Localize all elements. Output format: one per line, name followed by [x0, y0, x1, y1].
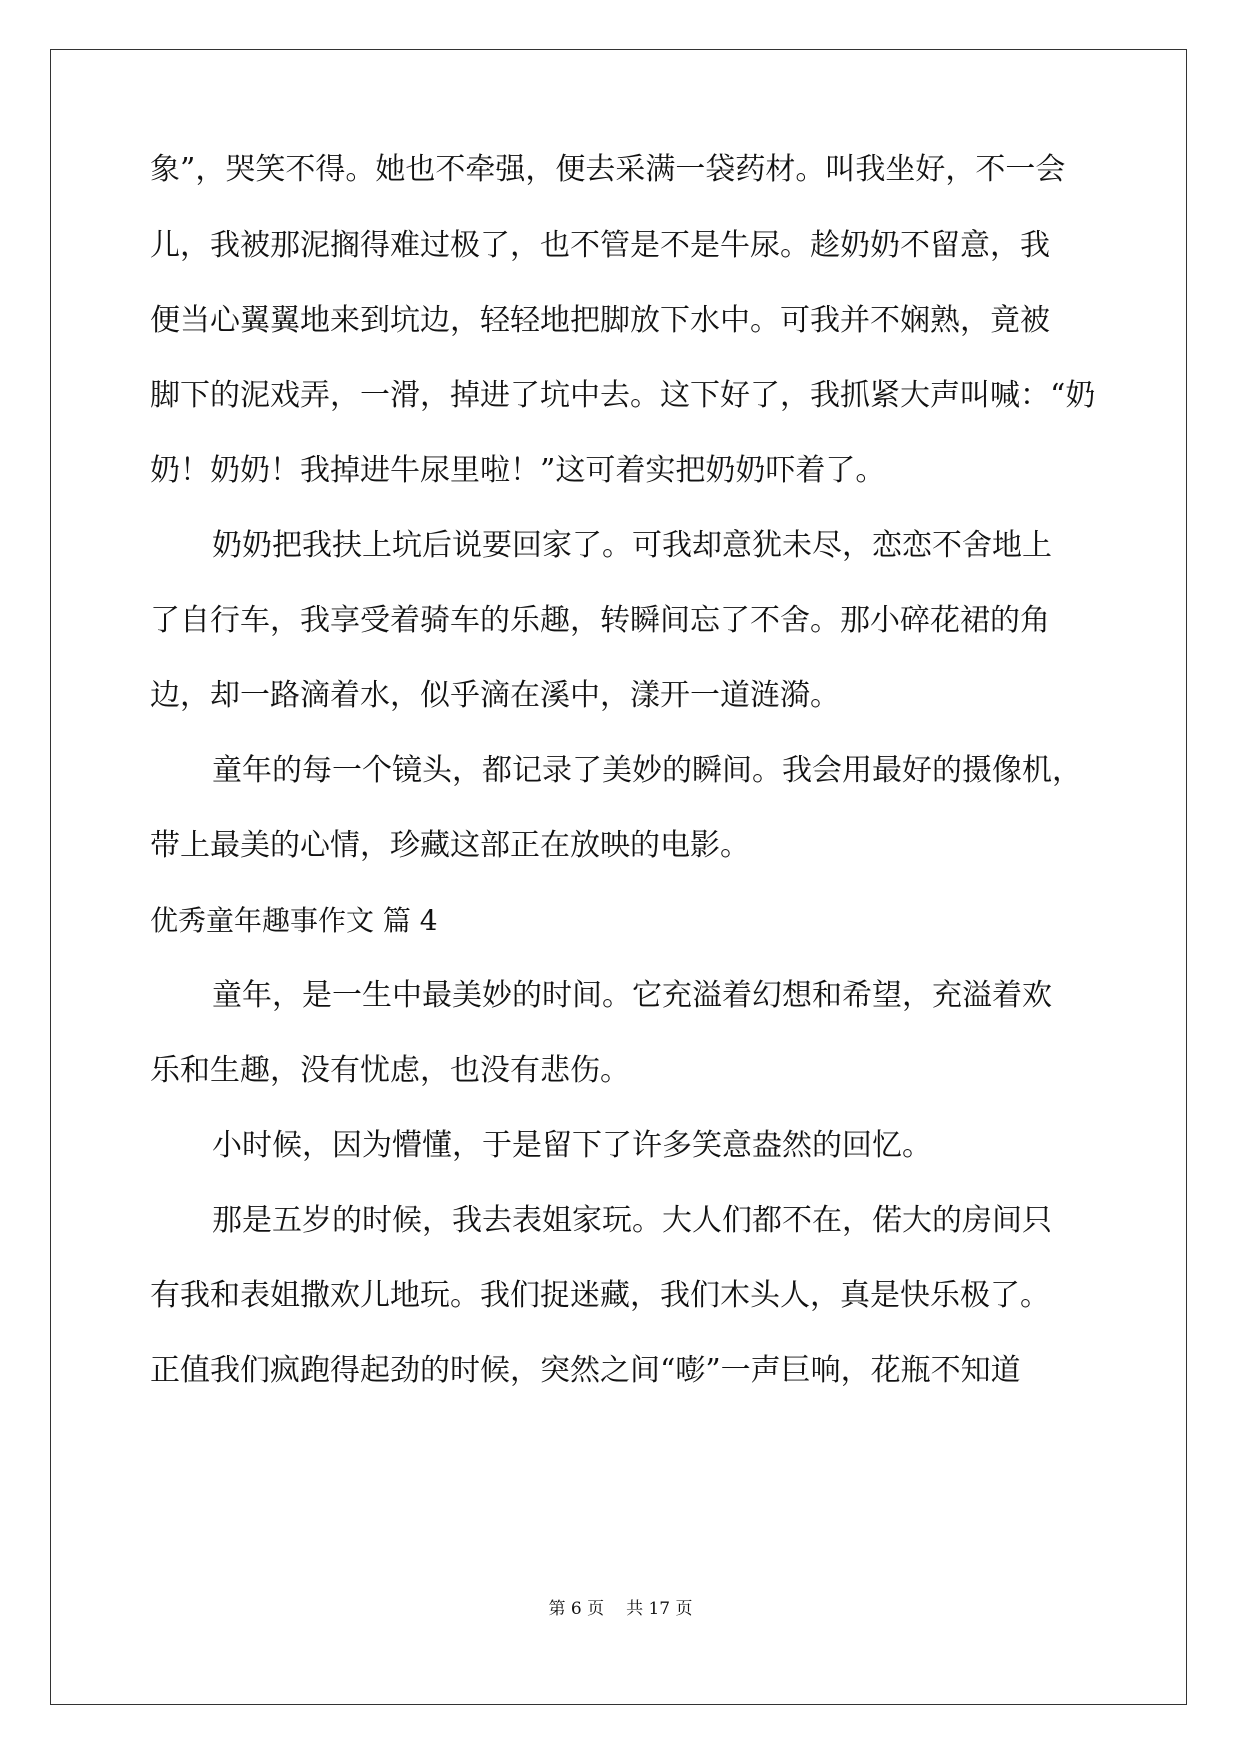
text-line-2: 儿，我被那泥搁得难过极了，也不管是不是牛尿。趁奶奶不留意，我: [150, 228, 1050, 263]
text-line-12: 童年，是一生中最美妙的时间。它充溢着幻想和希望，充溢着欢: [212, 978, 1052, 1013]
text-line-7: 了自行车，我享受着骑车的乐趣，转瞬间忘了不舍。那小碎花裙的角: [150, 603, 1050, 638]
text-line-10: 带上最美的心情，珍藏这部正在放映的电影。: [150, 828, 750, 863]
text-line-14: 小时候，因为懵懂，于是留下了许多笑意盎然的回忆。: [212, 1128, 932, 1163]
text-line-8: 边，却一路滴着水，似乎滴在溪中，漾开一道涟漪。: [150, 678, 840, 713]
text-line-16: 有我和表姐撒欢儿地玩。我们捉迷藏，我们木头人，真是快乐极了。: [150, 1278, 1050, 1313]
text-line-1: 象”，哭笑不得。她也不牵强，便去采满一袋药材。叫我坐好，不一会: [150, 152, 1066, 187]
text-line-5: 奶！奶奶！我掉进牛尿里啦！”这可着实把奶奶吓着了。: [150, 453, 886, 488]
text-line-15: 那是五岁的时候，我去表姐家玩。大人们都不在，偌大的房间只: [212, 1203, 1052, 1238]
text-line-9: 童年的每一个镜头，都记录了美妙的瞬间。我会用最好的摄像机，: [212, 753, 1082, 788]
page-footer: [0, 1597, 1241, 1621]
text-line-13: 乐和生趣，没有忧虑，也没有悲伤。: [150, 1053, 630, 1088]
text-line-6: 奶奶把我扶上坑后说要回家了。可我却意犹未尽，恋恋不舍地上: [212, 528, 1052, 563]
section-heading: 优秀童年趣事作文 篇 4: [150, 904, 438, 937]
text-line-4: 脚下的泥戏弄，一滑，掉进了坑中去。这下好了，我抓紧大声叫喊：“奶: [150, 378, 1096, 413]
page-number: 第 6 页: [548, 1599, 605, 1619]
text-line-3: 便当心翼翼地来到坑边，轻轻地把脚放下水中。可我并不娴熟，竟被: [150, 303, 1050, 338]
page-total: 共 17 页: [626, 1599, 693, 1619]
text-line-17: 正值我们疯跑得起劲的时候，突然之间“嘭”一声巨响，花瓶不知道: [150, 1353, 1021, 1388]
